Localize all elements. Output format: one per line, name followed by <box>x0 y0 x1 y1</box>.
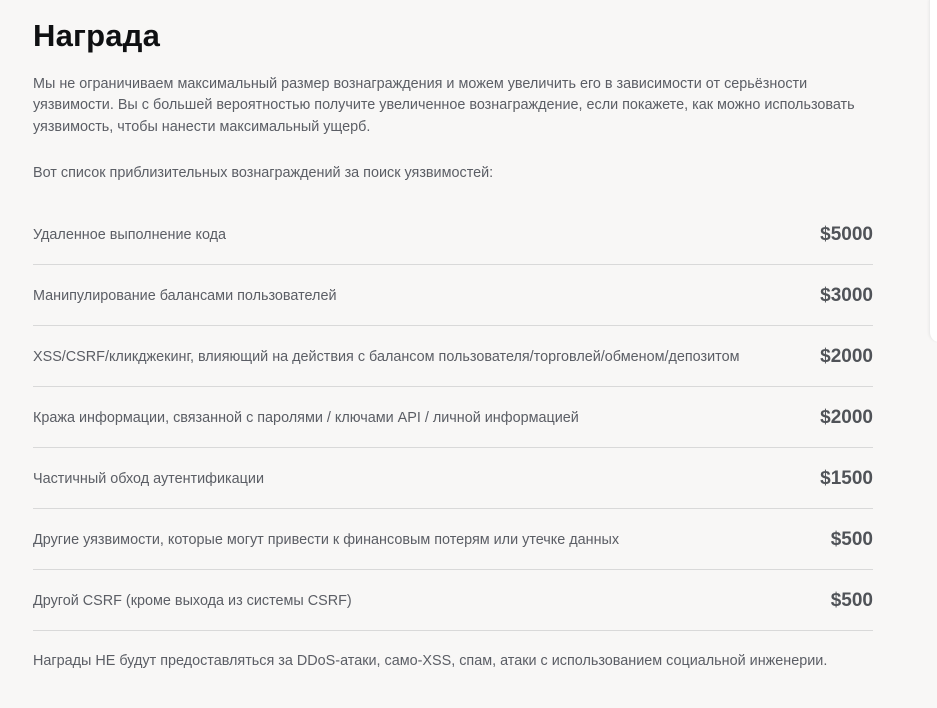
reward-label: Удаленное выполнение кода <box>33 226 227 243</box>
reward-row-auth-bypass <box>33 448 873 509</box>
reward-row-info-theft <box>33 387 873 448</box>
page-title: Награда <box>33 18 161 53</box>
reward-amount: $3000 <box>820 284 873 306</box>
reward-amount: $1500 <box>820 467 873 489</box>
reward-amount: $2000 <box>820 406 873 428</box>
reward-label: Другой CSRF (кроме выхода из системы CSRF) <box>33 592 352 609</box>
exclusions-note: Награды НЕ будут предоставляться за DDoS-атаки, само-XSS, спам, атаки с использованием социальной инженерии. <box>33 653 828 669</box>
reward-row-other-csrf <box>33 570 873 631</box>
reward-amount: $2000 <box>820 345 873 367</box>
rewards-list <box>33 204 873 631</box>
reward-label: Кража информации, связанной с паролями / ключами API / личной информацией <box>33 409 579 426</box>
reward-row-xss-csrf <box>33 326 873 387</box>
reward-amount: $500 <box>830 528 873 550</box>
reward-row-balance-manipulation <box>33 265 873 326</box>
reward-row-other-vulns <box>33 509 873 570</box>
side-panel-edge <box>929 0 937 342</box>
reward-label: Манипулирование балансами пользователей <box>33 287 337 304</box>
reward-amount: $5000 <box>820 223 873 245</box>
reward-label: Частичный обход аутентификации <box>33 470 264 487</box>
reward-amount: $500 <box>830 589 873 611</box>
rewards-list-intro: Вот список приблизительных вознаграждений за поиск уязвимостей: <box>33 164 494 181</box>
intro-paragraph: Мы не ограничиваем максимальный размер вознаграждения и можем увеличить его в зависимости от серьёзности уязвимости. Вы с большей вероятностью получите увеличенное вознаграждение, если покажете, как можно использовать уязвимость, чтобы нанести максимальный ущерб. <box>33 76 855 135</box>
reward-section <box>33 0 873 669</box>
reward-label: Другие уязвимости, которые могут привести к финансовым потерям или утечке данных <box>33 531 620 548</box>
reward-label: XSS/CSRF/кликджекинг, влияющий на действия с балансом пользователя/торговлей/обменом/депозитом <box>33 348 740 365</box>
reward-row-rce <box>33 204 873 265</box>
